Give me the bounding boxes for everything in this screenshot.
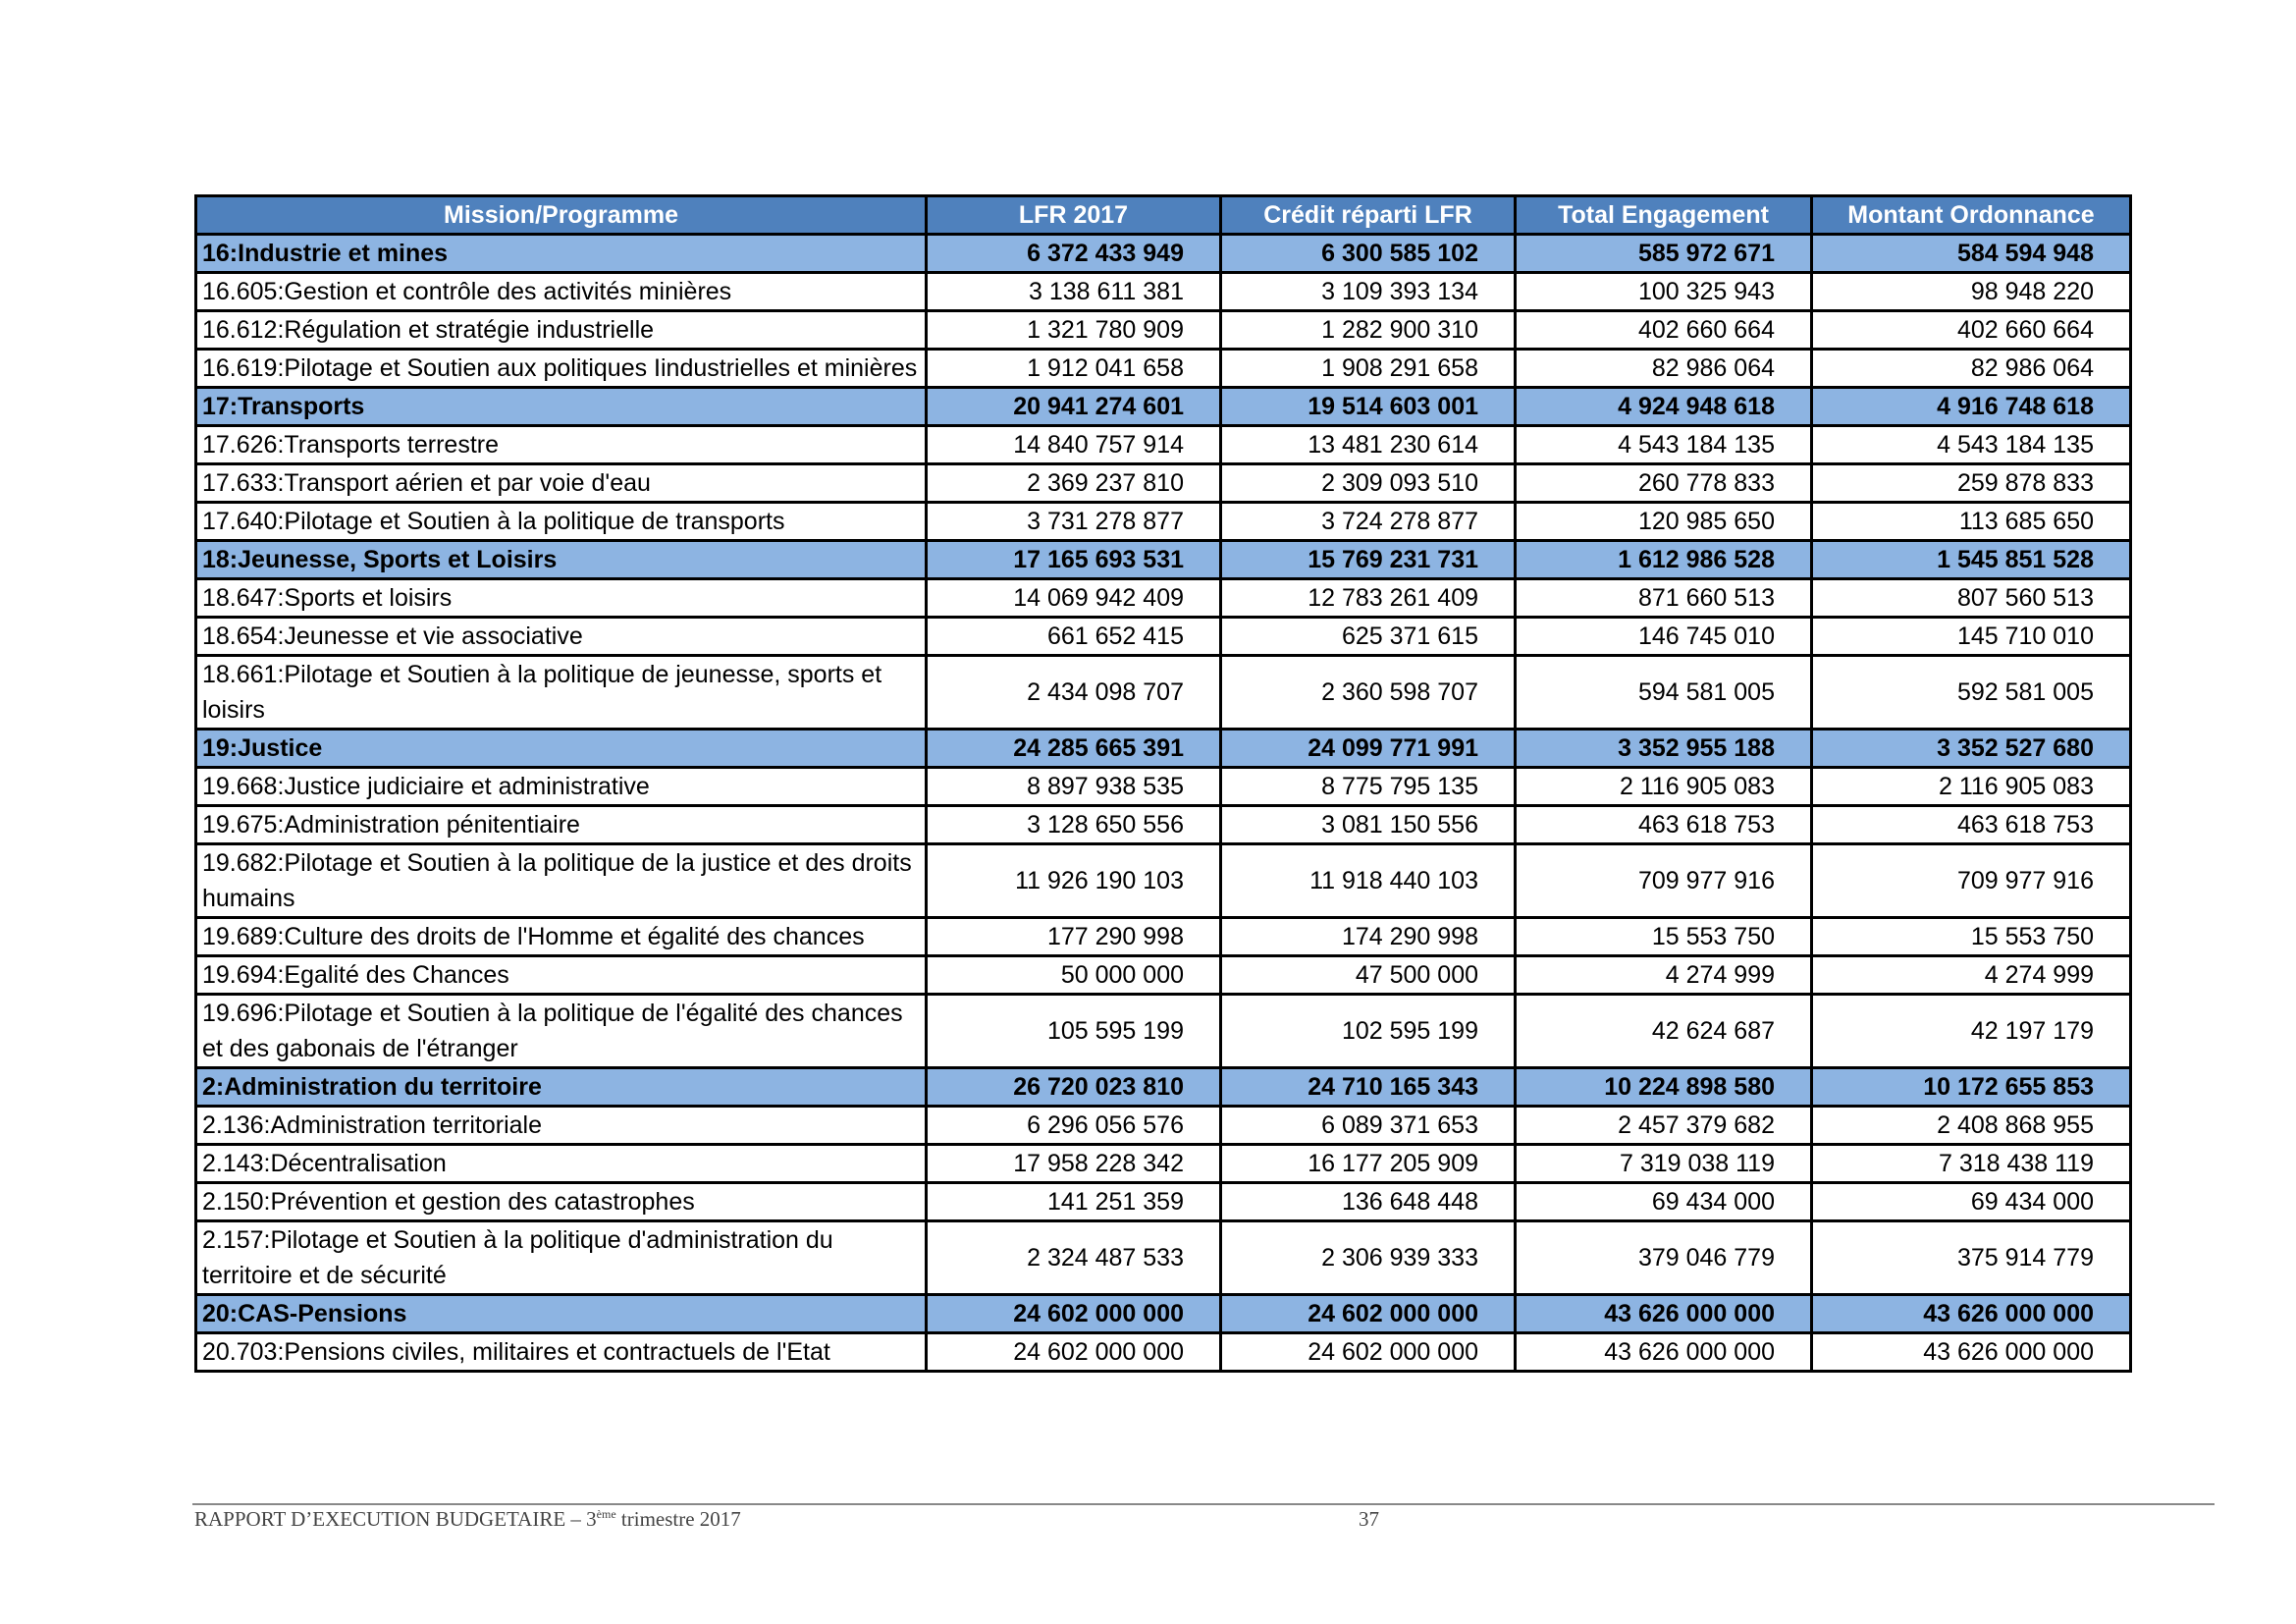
budget-execution-table — [194, 194, 2132, 1373]
montant-ordonnance-cell: 15 553 750 — [1812, 918, 2131, 956]
total-engagement-cell: 10 224 898 580 — [1516, 1068, 1812, 1107]
row-label: 2.136:Administration territoriale — [196, 1107, 927, 1145]
row-label: 16.605:Gestion et contrôle des activités minières — [196, 273, 927, 311]
table-body — [196, 235, 2131, 1372]
lfr-2017-cell: 20 941 274 601 — [927, 388, 1221, 426]
credit-reparti-cell: 2 309 093 510 — [1221, 464, 1516, 503]
credit-reparti-cell: 8 775 795 135 — [1221, 768, 1516, 806]
total-engagement-cell: 4 924 948 618 — [1516, 388, 1812, 426]
total-engagement-cell: 43 626 000 000 — [1516, 1295, 1812, 1333]
total-engagement-cell: 1 612 986 528 — [1516, 541, 1812, 579]
row-label: 16.619:Pilotage et Soutien aux politiques Iindustrielles et minières — [196, 350, 927, 388]
row-label: 16.612:Régulation et stratégie industrielle — [196, 311, 927, 350]
total-engagement-cell: 585 972 671 — [1516, 235, 1812, 273]
programme-row — [196, 618, 2131, 656]
total-engagement-cell: 4 543 184 135 — [1516, 426, 1812, 464]
lfr-2017-cell: 2 324 487 533 — [927, 1221, 1221, 1295]
montant-ordonnance-cell: 592 581 005 — [1812, 656, 2131, 730]
credit-reparti-cell: 24 710 165 343 — [1221, 1068, 1516, 1107]
row-label: 18.661:Pilotage et Soutien à la politique de jeunesse, sports et loisirs — [196, 656, 927, 730]
row-label: 16:Industrie et mines — [196, 235, 927, 273]
total-engagement-cell: 2 116 905 083 — [1516, 768, 1812, 806]
montant-ordonnance-cell: 10 172 655 853 — [1812, 1068, 2131, 1107]
total-engagement-cell: 260 778 833 — [1516, 464, 1812, 503]
lfr-2017-cell: 141 251 359 — [927, 1183, 1221, 1221]
credit-reparti-cell: 15 769 231 731 — [1221, 541, 1516, 579]
programme-row — [196, 806, 2131, 844]
total-engagement-cell: 2 457 379 682 — [1516, 1107, 1812, 1145]
lfr-2017-cell: 17 165 693 531 — [927, 541, 1221, 579]
credit-reparti-cell: 625 371 615 — [1221, 618, 1516, 656]
row-label: 2:Administration du territoire — [196, 1068, 927, 1107]
row-label: 19.682:Pilotage et Soutien à la politique de la justice et des droits humains — [196, 844, 927, 918]
programme-row — [196, 311, 2131, 350]
credit-reparti-cell: 11 918 440 103 — [1221, 844, 1516, 918]
row-label: 19.668:Justice judiciaire et administrative — [196, 768, 927, 806]
credit-reparti-cell: 24 602 000 000 — [1221, 1295, 1516, 1333]
lfr-2017-cell: 17 958 228 342 — [927, 1145, 1221, 1183]
credit-reparti-cell: 136 648 448 — [1221, 1183, 1516, 1221]
montant-ordonnance-cell: 2 408 868 955 — [1812, 1107, 2131, 1145]
programme-row — [196, 1183, 2131, 1221]
programme-row — [196, 350, 2131, 388]
montant-ordonnance-cell: 402 660 664 — [1812, 311, 2131, 350]
programme-row — [196, 464, 2131, 503]
total-engagement-cell: 82 986 064 — [1516, 350, 1812, 388]
montant-ordonnance-cell: 43 626 000 000 — [1812, 1333, 2131, 1372]
lfr-2017-cell: 24 602 000 000 — [927, 1295, 1221, 1333]
programme-row — [196, 273, 2131, 311]
lfr-2017-cell: 6 372 433 949 — [927, 235, 1221, 273]
row-label: 18:Jeunesse, Sports et Loisirs — [196, 541, 927, 579]
total-engagement-cell: 69 434 000 — [1516, 1183, 1812, 1221]
row-label: 17.626:Transports terrestre — [196, 426, 927, 464]
total-engagement-cell: 4 274 999 — [1516, 956, 1812, 995]
row-label: 19:Justice — [196, 730, 927, 768]
total-engagement-cell: 43 626 000 000 — [1516, 1333, 1812, 1372]
total-engagement-cell: 3 352 955 188 — [1516, 730, 1812, 768]
row-label: 20:CAS-Pensions — [196, 1295, 927, 1333]
montant-ordonnance-cell: 807 560 513 — [1812, 579, 2131, 618]
montant-ordonnance-cell: 4 543 184 135 — [1812, 426, 2131, 464]
programme-row — [196, 503, 2131, 541]
lfr-2017-cell: 3 128 650 556 — [927, 806, 1221, 844]
programme-row — [196, 656, 2131, 730]
credit-reparti-cell: 6 089 371 653 — [1221, 1107, 1516, 1145]
row-label: 18.654:Jeunesse et vie associative — [196, 618, 927, 656]
lfr-2017-cell: 1 321 780 909 — [927, 311, 1221, 350]
row-label: 17.640:Pilotage et Soutien à la politique de transports — [196, 503, 927, 541]
montant-ordonnance-cell: 4 274 999 — [1812, 956, 2131, 995]
credit-reparti-cell: 3 081 150 556 — [1221, 806, 1516, 844]
lfr-2017-cell: 3 731 278 877 — [927, 503, 1221, 541]
credit-reparti-cell: 102 595 199 — [1221, 995, 1516, 1068]
programme-row — [196, 1221, 2131, 1295]
lfr-2017-cell: 14 069 942 409 — [927, 579, 1221, 618]
row-label: 17.633:Transport aérien et par voie d'eau — [196, 464, 927, 503]
lfr-2017-cell: 14 840 757 914 — [927, 426, 1221, 464]
mission-row — [196, 541, 2131, 579]
credit-reparti-cell: 1 282 900 310 — [1221, 311, 1516, 350]
credit-reparti-cell: 2 306 939 333 — [1221, 1221, 1516, 1295]
montant-ordonnance-cell: 2 116 905 083 — [1812, 768, 2131, 806]
montant-ordonnance-cell: 113 685 650 — [1812, 503, 2131, 541]
row-label: 19.675:Administration pénitentiaire — [196, 806, 927, 844]
row-label: 19.696:Pilotage et Soutien à la politique de l'égalité des chances et des gabonais de l'étranger — [196, 995, 927, 1068]
programme-row — [196, 1107, 2131, 1145]
header-credit-reparti-lfr: Crédit réparti LFR — [1221, 196, 1516, 235]
credit-reparti-cell: 12 783 261 409 — [1221, 579, 1516, 618]
programme-row — [196, 1333, 2131, 1372]
mission-row — [196, 388, 2131, 426]
montant-ordonnance-cell: 43 626 000 000 — [1812, 1295, 2131, 1333]
total-engagement-cell: 871 660 513 — [1516, 579, 1812, 618]
programme-row — [196, 768, 2131, 806]
footer-title-superscript: ème — [596, 1507, 616, 1521]
programme-row — [196, 844, 2131, 918]
montant-ordonnance-cell: 584 594 948 — [1812, 235, 2131, 273]
lfr-2017-cell: 24 602 000 000 — [927, 1333, 1221, 1372]
row-label: 19.689:Culture des droits de l'Homme et égalité des chances — [196, 918, 927, 956]
mission-row — [196, 235, 2131, 273]
row-label: 19.694:Egalité des Chances — [196, 956, 927, 995]
table-header-row — [196, 196, 2131, 235]
page-number: 37 — [1359, 1507, 1379, 1531]
montant-ordonnance-cell: 145 710 010 — [1812, 618, 2131, 656]
total-engagement-cell: 402 660 664 — [1516, 311, 1812, 350]
header-montant-ordonnance: Montant Ordonnance — [1812, 196, 2131, 235]
credit-reparti-cell: 2 360 598 707 — [1221, 656, 1516, 730]
credit-reparti-cell: 24 602 000 000 — [1221, 1333, 1516, 1372]
total-engagement-cell: 42 624 687 — [1516, 995, 1812, 1068]
total-engagement-cell: 146 745 010 — [1516, 618, 1812, 656]
lfr-2017-cell: 1 912 041 658 — [927, 350, 1221, 388]
credit-reparti-cell: 47 500 000 — [1221, 956, 1516, 995]
montant-ordonnance-cell: 7 318 438 119 — [1812, 1145, 2131, 1183]
total-engagement-cell: 594 581 005 — [1516, 656, 1812, 730]
programme-row — [196, 918, 2131, 956]
total-engagement-cell: 379 046 779 — [1516, 1221, 1812, 1295]
programme-row — [196, 426, 2131, 464]
programme-row — [196, 995, 2131, 1068]
montant-ordonnance-cell: 1 545 851 528 — [1812, 541, 2131, 579]
row-label: 2.157:Pilotage et Soutien à la politique d'administration du territoire et de sécurité — [196, 1221, 927, 1295]
mission-row — [196, 730, 2131, 768]
montant-ordonnance-cell: 82 986 064 — [1812, 350, 2131, 388]
mission-row — [196, 1068, 2131, 1107]
montant-ordonnance-cell: 375 914 779 — [1812, 1221, 2131, 1295]
total-engagement-cell: 7 319 038 119 — [1516, 1145, 1812, 1183]
total-engagement-cell: 463 618 753 — [1516, 806, 1812, 844]
footer-report-title — [194, 1507, 741, 1532]
total-engagement-cell: 120 985 650 — [1516, 503, 1812, 541]
lfr-2017-cell: 26 720 023 810 — [927, 1068, 1221, 1107]
credit-reparti-cell: 3 109 393 134 — [1221, 273, 1516, 311]
header-total-engagement: Total Engagement — [1516, 196, 1812, 235]
credit-reparti-cell: 13 481 230 614 — [1221, 426, 1516, 464]
credit-reparti-cell: 16 177 205 909 — [1221, 1145, 1516, 1183]
lfr-2017-cell: 2 369 237 810 — [927, 464, 1221, 503]
total-engagement-cell: 709 977 916 — [1516, 844, 1812, 918]
row-label: 2.150:Prévention et gestion des catastrophes — [196, 1183, 927, 1221]
lfr-2017-cell: 50 000 000 — [927, 956, 1221, 995]
row-label: 17:Transports — [196, 388, 927, 426]
mission-row — [196, 1295, 2131, 1333]
montant-ordonnance-cell: 69 434 000 — [1812, 1183, 2131, 1221]
montant-ordonnance-cell: 42 197 179 — [1812, 995, 2131, 1068]
programme-row — [196, 1145, 2131, 1183]
montant-ordonnance-cell: 98 948 220 — [1812, 273, 2131, 311]
montant-ordonnance-cell: 463 618 753 — [1812, 806, 2131, 844]
row-label: 2.143:Décentralisation — [196, 1145, 927, 1183]
credit-reparti-cell: 19 514 603 001 — [1221, 388, 1516, 426]
montant-ordonnance-cell: 259 878 833 — [1812, 464, 2131, 503]
footer-title-suffix: trimestre 2017 — [615, 1507, 741, 1531]
lfr-2017-cell: 24 285 665 391 — [927, 730, 1221, 768]
lfr-2017-cell: 6 296 056 576 — [927, 1107, 1221, 1145]
lfr-2017-cell: 177 290 998 — [927, 918, 1221, 956]
lfr-2017-cell: 11 926 190 103 — [927, 844, 1221, 918]
footer-title-prefix: RAPPORT D’EXECUTION BUDGETAIRE – 3 — [194, 1507, 597, 1531]
row-label: 20.703:Pensions civiles, militaires et contractuels de l'Etat — [196, 1333, 927, 1372]
credit-reparti-cell: 1 908 291 658 — [1221, 350, 1516, 388]
footer-divider — [192, 1503, 2215, 1505]
montant-ordonnance-cell: 709 977 916 — [1812, 844, 2131, 918]
lfr-2017-cell: 8 897 938 535 — [927, 768, 1221, 806]
credit-reparti-cell: 174 290 998 — [1221, 918, 1516, 956]
credit-reparti-cell: 6 300 585 102 — [1221, 235, 1516, 273]
total-engagement-cell: 100 325 943 — [1516, 273, 1812, 311]
montant-ordonnance-cell: 4 916 748 618 — [1812, 388, 2131, 426]
lfr-2017-cell: 661 652 415 — [927, 618, 1221, 656]
programme-row — [196, 956, 2131, 995]
credit-reparti-cell: 24 099 771 991 — [1221, 730, 1516, 768]
row-label: 18.647:Sports et loisirs — [196, 579, 927, 618]
lfr-2017-cell: 105 595 199 — [927, 995, 1221, 1068]
programme-row — [196, 579, 2131, 618]
lfr-2017-cell: 2 434 098 707 — [927, 656, 1221, 730]
credit-reparti-cell: 3 724 278 877 — [1221, 503, 1516, 541]
header-mission-programme: Mission/Programme — [196, 196, 927, 235]
header-lfr-2017: LFR 2017 — [927, 196, 1221, 235]
montant-ordonnance-cell: 3 352 527 680 — [1812, 730, 2131, 768]
total-engagement-cell: 15 553 750 — [1516, 918, 1812, 956]
lfr-2017-cell: 3 138 611 381 — [927, 273, 1221, 311]
